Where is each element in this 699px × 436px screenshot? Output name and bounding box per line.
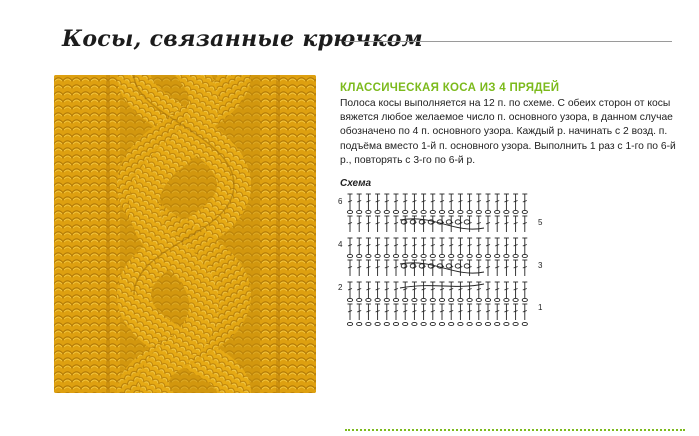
bottom-divider — [345, 429, 685, 431]
crochet-chart — [334, 192, 554, 337]
scheme-label: Схема — [340, 178, 372, 189]
row-number: 2 — [338, 283, 343, 292]
cable-stitch-photo — [54, 75, 316, 393]
row-number: 6 — [338, 197, 343, 206]
row-number: 5 — [538, 218, 543, 227]
pattern-description: Полоса косы выполняется на 12 п. по схеме. С обеих сторон от косы вяжется любое желаемое число п. основного узора, в данном случае обозначено по 4 п. основного узора. Каждый р. начинать с 2 возд. п. подъёма вместо 1-й п. основного узора. Выполнить 1 раз с 1-го по 6-й р., повторять с 3-го по 6-й р. — [340, 98, 676, 166]
pattern-heading: КЛАССИЧЕСКАЯ КОСА ИЗ 4 ПРЯДЕЙ — [340, 82, 560, 94]
row-number: 1 — [538, 303, 543, 312]
row-number: 3 — [538, 261, 543, 270]
row-number: 4 — [338, 240, 343, 249]
title-divider — [344, 41, 672, 42]
page-title: Косы, связанные крючком — [62, 26, 423, 52]
